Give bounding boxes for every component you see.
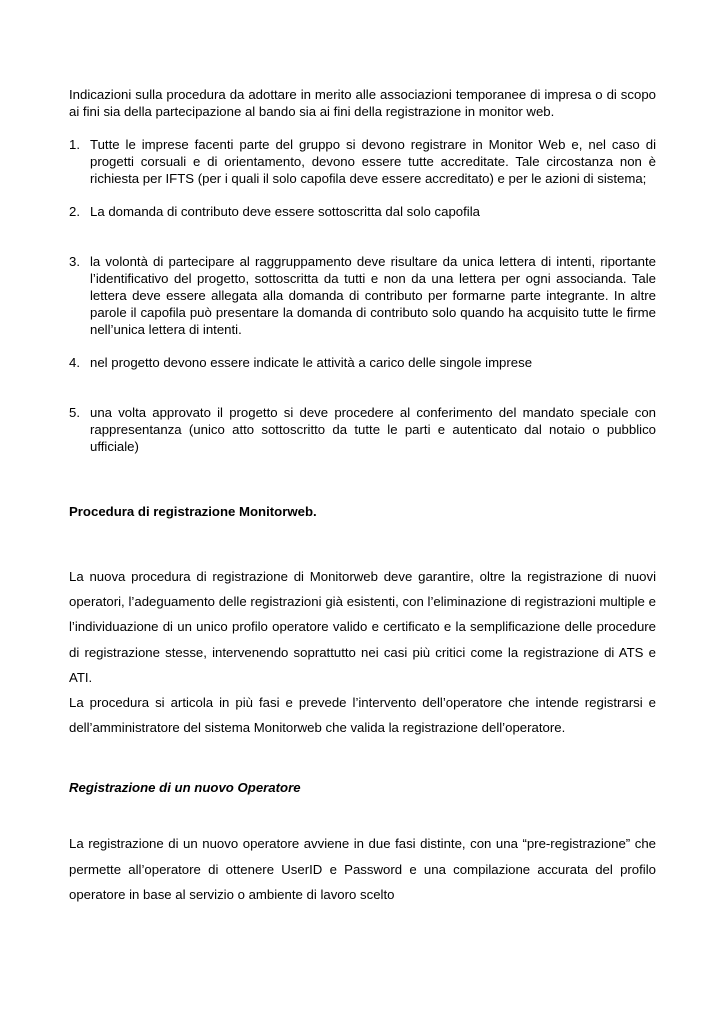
- list-item-number: 2.: [69, 204, 80, 219]
- new-operator-paragraph: La registrazione di un nuovo operatore avviene in due fasi distinte, con una “pre-registrazione” che permette all’operatore di ottenere UserID e Password e una compilazione accurata del profilo operatore in base al servizio o ambiente di lavoro scelto: [69, 836, 656, 902]
- list-item-number: 4.: [69, 355, 80, 370]
- list-item-number: 5.: [69, 405, 80, 420]
- section-heading-new-operator: Registrazione di un nuovo Operatore: [69, 780, 301, 796]
- list-item: [69, 203, 656, 220]
- list-item-text: una volta approvato il progetto si deve procedere al conferimento del mandato speciale con rappresentanza (unico atto sottoscritto da tutte le parti e autenticato dal notaio o pubblico ufficiale): [90, 405, 656, 454]
- list-item-text: La domanda di contributo deve essere sottoscritta dal solo capofila: [90, 204, 480, 219]
- registration-procedure-paragraph: La nuova procedura di registrazione di Monitorweb deve garantire, oltre la registrazione di nuovi operatori, l’adeguamento delle registrazioni già esistenti, con l’eliminazione di registrazioni multiple e l’individuazione di un unico profilo operatore valido e certificato e la semplificazione delle procedure di registrazione stesse, intervenendo soprattutto nei casi più critici come la registrazione di ATS e ATI.: [69, 569, 656, 685]
- list-item-text: nel progetto devono essere indicate le attività a carico delle singole imprese: [90, 355, 533, 370]
- requirements-list: [69, 136, 656, 455]
- list-item-number: 1.: [69, 137, 80, 152]
- list-item: [69, 136, 656, 187]
- list-item: [69, 253, 656, 338]
- document-page: [69, 86, 656, 907]
- intro-paragraph: Indicazioni sulla procedura da adottare in merito alle associazioni temporanee di impresa o di scopo ai fini sia della partecipazione al bando sia ai fini della registrazione in monitor web.: [69, 87, 656, 119]
- list-item: [69, 404, 656, 455]
- list-item-text: Tutte le imprese facenti parte del gruppo si devono registrare in Monitor Web e, nel caso di progetti corsuali e di orientamento, devono essere tutte accreditate. Tale circostanza non è richiesta per IFTS (per i quali il solo capofila deve essere accreditato) e per le azioni di sistema;: [90, 137, 656, 186]
- registration-phases-paragraph: La procedura si articola in più fasi e prevede l’intervento dell’operatore che intende registrarsi e dell’amministratore del sistema Monitorweb che valida la registrazione dell’operatore.: [69, 695, 656, 736]
- list-item-number: 3.: [69, 254, 80, 269]
- section-heading-registration-procedure: Procedura di registrazione Monitorweb.: [69, 504, 317, 519]
- list-item-text: la volontà di partecipare al raggruppamento deve risultare da unica lettera di intenti, riportante l’identificativo del progetto, sottoscritta da tutti e non da una lettera per ogni associanda. Tale lettera deve essere allegata alla domanda di contributo per formarne parte integrante. In altre parole il capofila può presentare la domanda di contributo solo quando ha acquisito tutte le firme nell’unica lettera di intenti.: [90, 254, 656, 337]
- list-item: [69, 354, 656, 371]
